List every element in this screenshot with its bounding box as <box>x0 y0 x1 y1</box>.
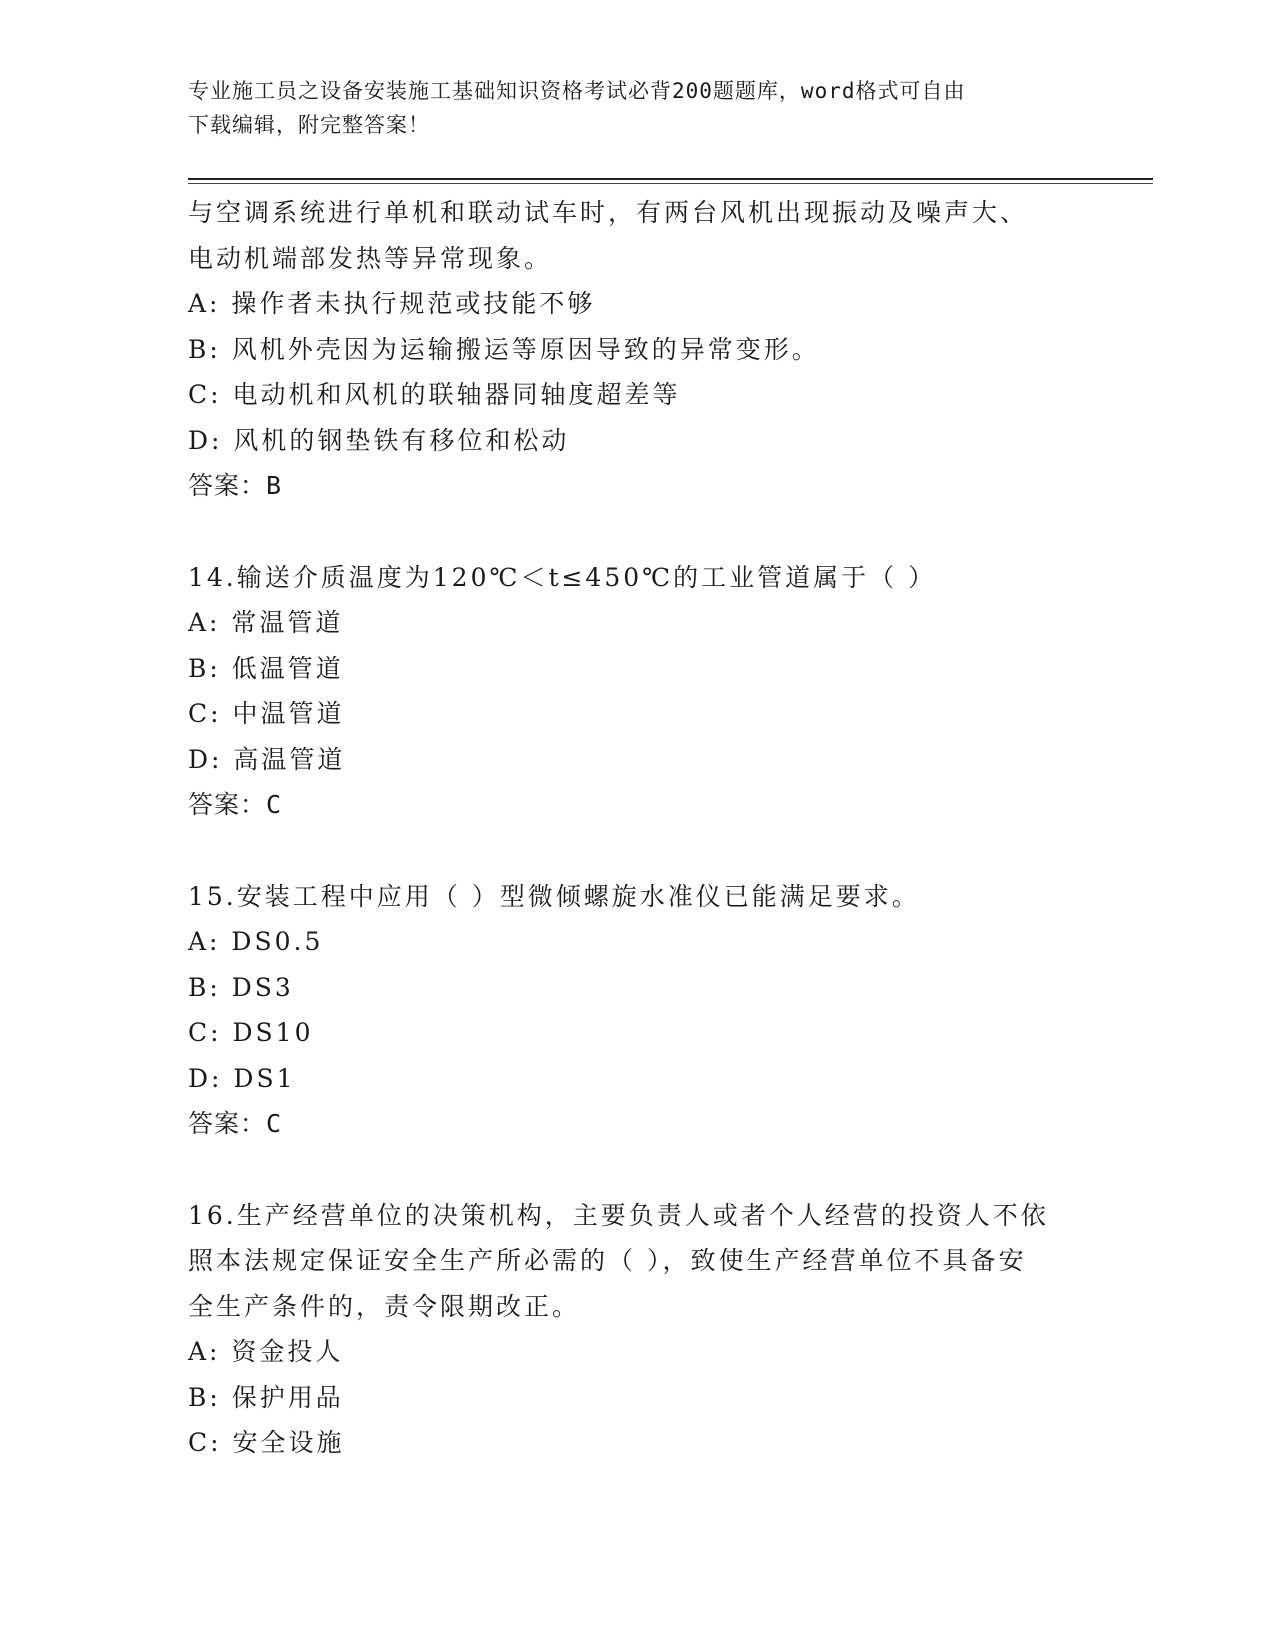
question-spacer <box>188 828 1088 874</box>
question-stem-line: 电动机端部发热等异常现象。 <box>188 243 553 273</box>
question-15 <box>188 874 1088 1147</box>
option-a: A: 资金投人 <box>188 1337 344 1366</box>
answer-line: 答案：B <box>188 471 283 500</box>
option-d: D: 风机的钢垫铁有移位和松动 <box>188 425 570 455</box>
header-title-line-1: 专业施工员之设备安装施工基础知识资格考试必背200题题库，word格式可自由 <box>188 79 966 103</box>
option-c: C: 中温管道 <box>188 699 345 728</box>
question-stem-line: 14.输送介质温度为120℃＜t≤450℃的工业管道属于（ ） <box>188 562 937 592</box>
option-d: D: 高温管道 <box>188 744 346 774</box>
question-stem-line: 照本法规定保证安全生产所必需的（ ），致使生产经营单位不具备安 <box>188 1246 1027 1275</box>
question-stem-line: 16.生产经营单位的决策机构，主要负责人或者个人经营的投资人不依 <box>188 1200 1049 1230</box>
document-header <box>188 74 1078 142</box>
option-a: A: 常温管道 <box>188 608 344 637</box>
answer-line: 答案：C <box>188 790 283 819</box>
option-b: B: 风机外壳因为运输搬运等原因导致的异常变形。 <box>188 334 820 364</box>
answer-line: 答案：C <box>188 1109 283 1138</box>
option-a: A: 操作者未执行规范或技能不够 <box>188 289 596 318</box>
question-stem-line: 与空调系统进行单机和联动试车时，有两台风机出现振动及噪声大、 <box>188 198 1029 227</box>
question-stem-line: 15.安装工程中应用（ ）型微倾螺旋水准仪已能满足要求。 <box>188 881 920 911</box>
option-b: B: DS3 <box>188 972 294 1002</box>
option-b: B: 低温管道 <box>188 653 344 683</box>
option-a: A: DS0.5 <box>188 927 324 956</box>
header-divider-thick <box>188 178 1153 180</box>
question-stem-line: 全生产条件的，责令限期改正。 <box>188 1291 581 1321</box>
question-14 <box>188 555 1088 828</box>
option-c: C: 电动机和风机的联轴器同轴度超差等 <box>188 380 681 409</box>
header-divider-thin <box>188 183 1153 184</box>
option-d: D: DS1 <box>188 1063 296 1093</box>
option-b: B: 保护用品 <box>188 1382 344 1412</box>
option-c: C: 安全设施 <box>188 1428 345 1457</box>
question-list <box>188 190 1088 1466</box>
question-13 <box>188 190 1088 509</box>
question-16 <box>188 1193 1088 1466</box>
option-c: C: DS10 <box>188 1018 314 1047</box>
question-spacer <box>188 1147 1088 1193</box>
question-spacer <box>188 509 1088 555</box>
header-title-line-2: 下载编辑，附完整答案！ <box>188 113 430 137</box>
